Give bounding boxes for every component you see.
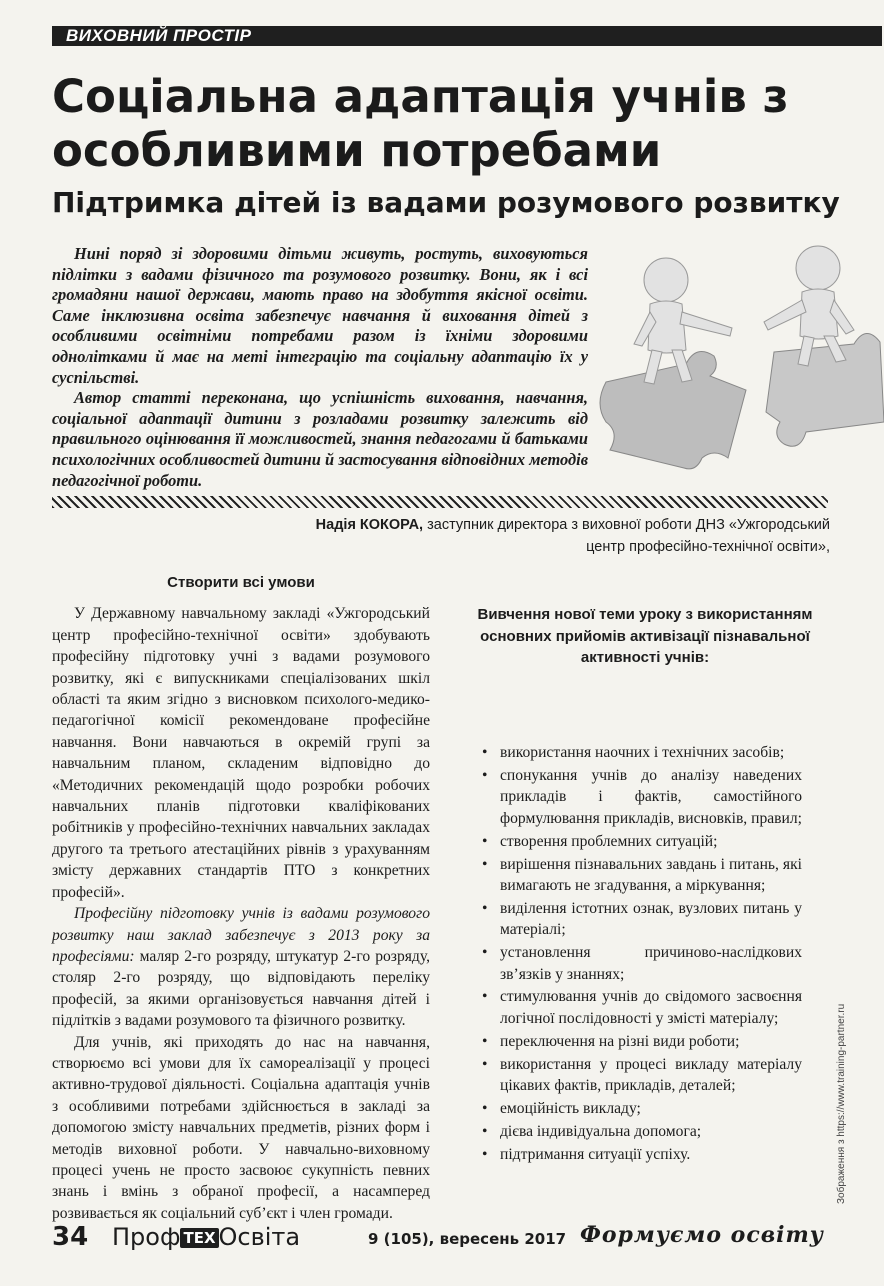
- lead-paragraph: Автор статті переконана, що успішність виховання, навчання, соціальної адаптації дитини з розладами розвитку залежить від правильного оцінювання її можливостей, знання педагогами й батьками психологічних особливостей дитини й застосування відповідних методів педагогічної роботи.: [52, 388, 589, 490]
- section-label: ВИХОВНИЙ ПРОСТІР: [66, 26, 252, 45]
- section-bar: [52, 26, 882, 46]
- list-item: • підтримання ситуації успіху.: [476, 1144, 802, 1165]
- image-credit: Зображення з https://www.training-partner.ru: [836, 1003, 847, 1204]
- figure-left: [634, 258, 732, 384]
- figure-right: [764, 246, 854, 366]
- list-item: • стимулювання учнів до свідомого засвоєння логічної послідовності у змісті матеріалу;: [476, 986, 802, 1029]
- divider-hatch: [52, 496, 828, 508]
- lead-paragraph: Нині поряд зі здоровими дітьми живуть, ростуть, виховуються підлітки з вадами фізичного та розумового розвитку. Вони, як і всі громадяни нашої держави, мають право на здобуття якісної освіти. Саме інклюзивна освіта забезпечує навчання й виховання дітей з особливими освітніми потребами разом із їхніми здоровими однолітками й має на меті інтеграцію та соціальну адаптацію їх у суспільстві.: [52, 244, 588, 387]
- page-number: 34: [52, 1222, 89, 1252]
- author-byline: [300, 514, 830, 558]
- list-item: • дієва індивідуальна допомога;: [476, 1121, 802, 1142]
- article-subtitle: Підтримка дітей із вадами розумового розвитку: [52, 186, 840, 219]
- author-role: заступник директора з виховної роботи ДНЗ «Ужгородський центр професійно-технічної освіти»,: [423, 517, 830, 555]
- puzzle-figures-illustration: [596, 232, 884, 482]
- list-item: • емоційність викладу;: [476, 1098, 802, 1119]
- logo-mid: ТЕХ: [180, 1228, 218, 1248]
- list-item: • установлення причиново-наслідкових зв’язків у знаннях;: [476, 942, 802, 985]
- magazine-slogan: Формуємо освіту: [580, 1222, 824, 1248]
- list-item: • виділення істотних ознак, вузлових питань у матеріалі;: [476, 898, 802, 941]
- article-body-left: [52, 572, 430, 1224]
- puzzle-piece-left: [600, 352, 746, 469]
- author-name: Надія КОКОРА,: [315, 517, 424, 533]
- list-item: • спонукання учнів до аналізу наведених прикладів і фактів, самостійного формулювання прикладів, висновків, правил;: [476, 765, 802, 829]
- body-text: маляр 2-го розряду, штукатур 2-го розряду, столяр 2-го розряду, що відповідають переліку професій, за якими організовується навчання дітей і підлітків з вадами розумового та фізичного розвитку.: [52, 947, 430, 1030]
- list-item: • використання у процесі викладу матеріалу цікавих фактів, прикладів, деталей;: [476, 1054, 802, 1097]
- list-item: • вирішення пізнавальних завдань і питань, які вимагають не згадування, а міркування;: [476, 854, 802, 897]
- list-item: • використання наочних і технічних засобів;: [476, 742, 802, 763]
- lead-text: [52, 244, 588, 491]
- list-item: • переключення на різні види роботи;: [476, 1031, 802, 1052]
- body-paragraph: [52, 903, 430, 1031]
- issue-info: 9 (105), вересень 2017: [368, 1230, 567, 1248]
- section-heading: Створити всі умови: [167, 574, 315, 591]
- body-italic-text: Професійну підготовку учнів із вадами розумового розвитку наш заклад забезпечує з 2013 року за професіями:: [52, 905, 430, 965]
- logo-left: Проф: [112, 1223, 181, 1251]
- body-paragraph: У Державному навчальному закладі «Ужгородський центр професійно-технічної освіти» здобувають професійну підготовку учні з вадами розумового розвитку, які є випускниками спеціалізованих шкіл області та яким згідно з висновком психолого-медико-педагогічної комісії рекомендоване професійне навчання. Вони навчаються в окремій групі за навчальним планом, складеним відповідно до «Методичних рекомендацій щодо розробки робочих навчальних планів підготовки кваліфікованих робітників у професійно-технічних навчальних закладах другого та третього атестаційних рівнів з урахуванням змісту державних стандартів ПТО з конкретних професій».: [52, 605, 430, 901]
- body-paragraph: Для учнів, які приходять до нас на навчання, створюємо всі умови для їх самореалізації у процесі активно-трудової діяльності. Соціальна адаптація учнів з особливими потребами здійснюється в закладі за допомогою змісту навчальних предметів, різних форм і методів виховної роботи. У навчально-виховному процесі учень не просто засвоює сукупність певних знань і вмінь з обраної професії, а насамперед розвивається як соціальний суб’єкт і член громади.: [52, 1033, 430, 1222]
- logo-right: Освіта: [218, 1223, 301, 1251]
- techniques-list: [476, 742, 802, 1167]
- box-heading: Вивчення нової теми уроку з використанням основних прийомів активізації пізнавальної активності учнів:: [477, 606, 813, 666]
- article-title: Соціальна адаптація учнів з особливими потребами: [52, 70, 789, 177]
- puzzle-piece-right: [766, 333, 884, 446]
- magazine-logo: [112, 1222, 300, 1252]
- list-item: • створення проблемних ситуацій;: [476, 831, 802, 852]
